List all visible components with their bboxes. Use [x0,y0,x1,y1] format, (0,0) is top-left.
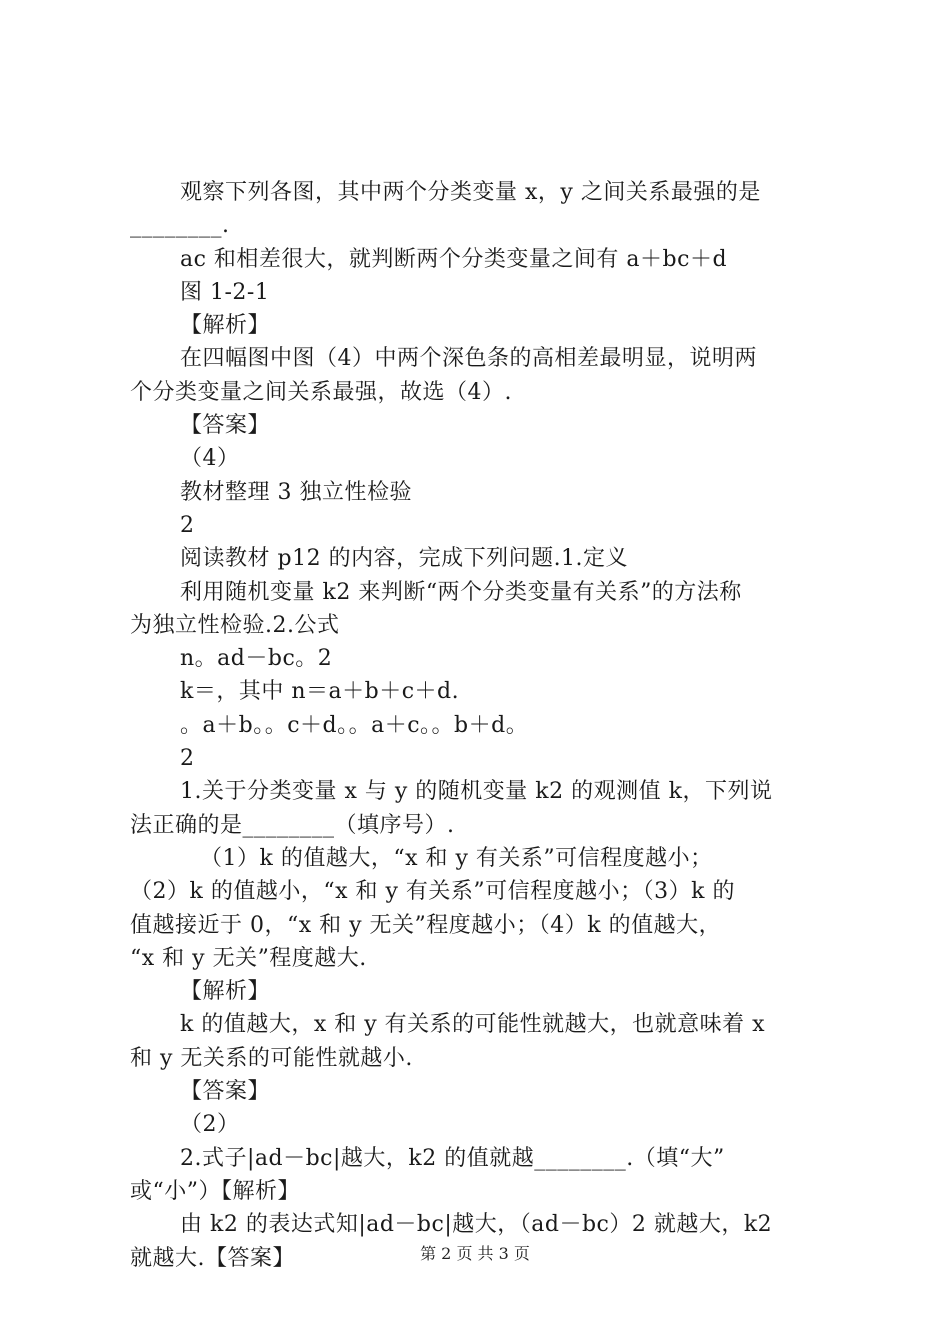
text-line: 个分类变量之间关系最强，故选（4）. [130,379,512,405]
page-body [130,176,832,1275]
text-line: 1.关于分类变量 x 与 y 的随机变量 k2 的观测值 k，下列说 [180,779,773,805]
text-line: n。ad－bc。2 [180,646,333,672]
text-line: （2）k 的值越小，“x 和 y 有关系”可信程度越小；（3）k 的 [130,879,735,905]
text-line: 法正确的是________（填序号）. [130,812,455,838]
text-line: 或“小”）【解析】 [130,1178,300,1204]
text-line: ac 和相差很大，就判断两个分类变量之间有 a＋bc＋d [180,246,728,272]
text-line: 在四幅图中图（4）中两个深色条的高相差最明显，说明两 [180,346,757,372]
section-label: 【解析】 [180,313,271,339]
text-line: k＝，其中 n＝a＋b＋c＋d. [180,679,460,705]
section-label: 【答案】 [180,413,271,439]
text-line: 2 [180,512,195,538]
section-label: 【答案】 [180,1079,271,1105]
text-line: （1）k 的值越大，“x 和 y 有关系”可信程度越小； [200,845,713,871]
text-line: 为独立性检验.2.公式 [130,612,340,638]
text-line: 和 y 无关系的可能性就越小. [130,1045,413,1071]
text-line: 就越大.【答案】 [130,1245,295,1271]
section-label: 【解析】 [180,979,271,1005]
text-line: 。a＋b。。c＋d。。a＋c。。b＋d。 [180,712,529,738]
text-line: 阅读教材 p12 的内容，完成下列问题.1.定义 [180,546,629,572]
text-line: 2.式子|ad－bc|越大，k2 的值就越________.（填“大” [180,1145,725,1171]
text-line: 图 1-2-1 [180,279,270,305]
text-line: “x 和 y 无关”程度越大. [130,945,367,971]
text-line: 值越接近于 0，“x 和 y 无关”程度越小；（4）k 的值越大， [130,912,722,938]
text-line: 观察下列各图，其中两个分类变量 x，y 之间关系最强的是 [180,180,761,205]
text-line: 利用随机变量 k2 来判断“两个分类变量有关系”的方法称 [180,579,742,605]
text-line: k 的值越大，x 和 y 有关系的可能性就越大，也就意味着 x [180,1012,766,1038]
text-line: （2） [180,1112,240,1138]
text-line: ________. [130,213,230,239]
text-line: 2 [180,746,195,772]
text-line: 教材整理 3 独立性检验 [180,479,412,505]
text-line: 由 k2 的表达式知|ad－bc|越大，（ad－bc）2 就越大，k2 [180,1212,773,1238]
page-footer: 第 2 页 共 3 页 [420,1244,530,1263]
text-line: （4） [180,446,240,472]
